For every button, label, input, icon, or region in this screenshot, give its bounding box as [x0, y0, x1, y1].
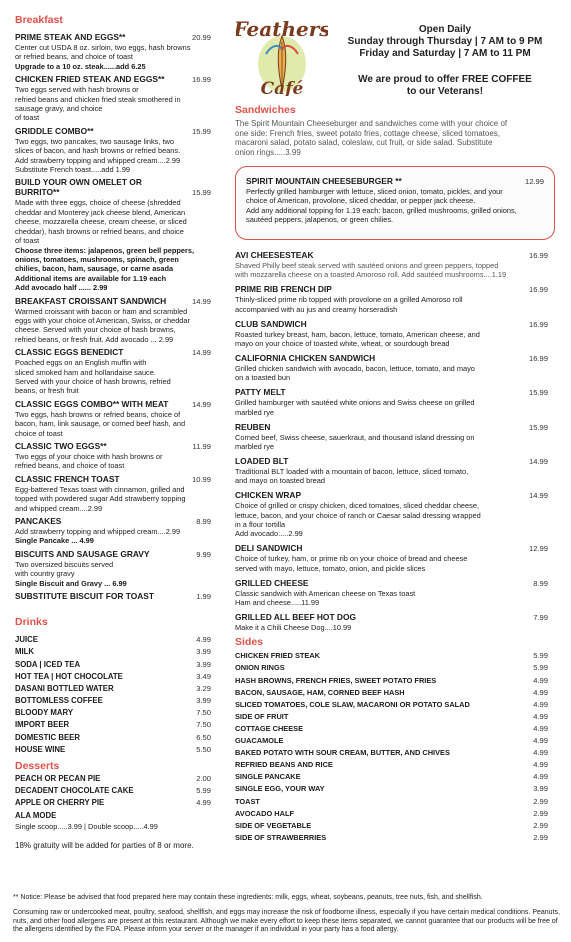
sandwich-item-description: on a toasted bun	[235, 373, 291, 383]
sandwich-item-description: mayo on your choice of toasted white, wheat, or sourdough bread	[235, 339, 450, 349]
side-name: REFRIED BEANS AND RICE	[235, 760, 333, 770]
breakfast-item-description: topped with powdered sugar Add strawberry topping	[15, 494, 186, 504]
breakfast-item-description: cheese, mozzarella cheese, cream cheese, or sliced	[15, 217, 187, 227]
svg-text:Café: Café	[260, 79, 304, 96]
drinks-list	[15, 634, 211, 756]
right-column	[235, 104, 548, 157]
sandwiches-heading: Sandwiches	[235, 104, 296, 116]
sandwich-item-price: 12.99	[528, 544, 548, 554]
breakfast-item-price: 16.99	[191, 75, 211, 85]
breakfast-item-name: BISCUITS AND SAUSAGE GRAVY	[15, 548, 150, 559]
sandwich-item-row	[235, 250, 548, 261]
breakfast-item-description: cheese. Served with your choice of hash browns,	[15, 325, 176, 335]
side-name: SLICED TOMATOES, COLE SLAW, MACARONI OR POTATO SALAD	[235, 699, 470, 709]
breakfast-item	[15, 126, 211, 175]
breakfast-item-price: 14.99	[191, 296, 211, 306]
featured-price: 12.99	[524, 177, 544, 186]
drink-name: HOT TEA | HOT CHOCOLATE	[15, 671, 123, 681]
sandwich-item-description: Classic sandwich with American cheese on Texas toast	[235, 588, 416, 598]
breakfast-item-price: 20.99	[191, 33, 211, 42]
breakfast-item-description: Two eggs, two pancakes, two sausage links, two	[15, 136, 174, 146]
dessert-row	[15, 773, 211, 785]
side-price: 4.99	[533, 748, 548, 758]
drink-price: 7.50	[196, 708, 211, 718]
breakfast-item-name: CLASSIC TWO EGGS**	[15, 441, 107, 451]
side-row	[235, 650, 548, 662]
breakfast-item-price: 1.99	[196, 592, 211, 602]
allergen-notice: ** Notice: Please be advised that food prepared here may contain these ingredients: milk, eggs, wheat, soybeans, peanuts, tree nuts, fish, and shellfish.	[13, 894, 483, 901]
sandwich-item-description: and mayo on toasted bread	[235, 476, 325, 486]
side-name: SIDE OF STRAWBERRIES	[235, 832, 327, 842]
breakfast-item-description: beans, or fresh fruit	[15, 386, 79, 396]
breakfast-item-description: Center cut USDA 8 oz. sirloin, two eggs, hash browns	[15, 43, 191, 52]
sandwich-item-description: lettuce, bacon, and your choice of ranch or Caesar salad dressing wrapped	[235, 510, 481, 520]
side-price: 4.99	[533, 760, 548, 770]
side-price: 4.99	[533, 699, 548, 709]
featured-name: SPIRIT MOUNTAIN CHEESEBURGER **	[246, 176, 402, 186]
breakfast-item-description: Egg-battered Texas toast with cinnamon, grilled and	[15, 484, 185, 494]
sandwich-item-price: 8.99	[533, 578, 548, 588]
side-price: 4.99	[533, 687, 548, 697]
sandwich-item-name: GRILLED CHEESE	[235, 577, 309, 588]
sandwich-item	[235, 422, 548, 452]
side-row	[235, 735, 548, 747]
sandwiches-intro	[235, 119, 548, 157]
drink-row	[15, 695, 211, 707]
breakfast-item	[15, 516, 211, 546]
drink-row	[15, 683, 211, 695]
side-price: 2.99	[533, 796, 548, 806]
side-row	[235, 771, 548, 783]
open-daily: Open Daily	[418, 24, 472, 35]
breakfast-item-description: or refried beans, and choice of toast	[15, 52, 133, 62]
drink-price: 3.99	[196, 659, 211, 669]
side-price: 4.99	[533, 736, 548, 746]
side-name: HASH BROWNS, FRENCH FRIES, SWEET POTATO FRIES	[235, 675, 437, 685]
sandwich-item-description: marbled rye	[235, 441, 275, 451]
sandwich-item-description: Choice of turkey, ham, or prime rib on your choice of bread and cheese	[235, 554, 468, 564]
drink-name: JUICE	[15, 635, 38, 645]
breakfast-item-row	[15, 549, 211, 560]
drink-price: 5.50	[196, 744, 211, 754]
drink-row	[15, 646, 211, 658]
sandwich-list-col	[235, 250, 548, 844]
breakfast-item-description: cheddar), hash browns or refried beans, and choice	[15, 226, 184, 236]
drink-name: IMPORT BEER	[15, 720, 70, 730]
sandwich-item-description: Make it a Chili Cheese Dog....10.99	[235, 622, 352, 632]
sandwich-item-description: with mozzarella cheese on a toasted Amoroso roll. Add sautéed mushrooms....1.19	[235, 270, 507, 280]
sandwich-item-description: Shaved Philly beef steak served with sautéed onions and green peppers, topped	[235, 261, 499, 270]
side-row	[235, 662, 548, 674]
sandwich-item-description: Add avocado.....2.99	[235, 529, 303, 539]
drink-row	[15, 732, 211, 744]
breakfast-item	[15, 177, 211, 292]
breakfast-item-description: Warmed croissant with bacon or ham and scrambled	[15, 306, 188, 316]
dessert-row	[15, 785, 211, 797]
drink-price: 3.99	[196, 647, 211, 657]
breakfast-item-option: Single Pancake ... 4.99	[15, 536, 94, 546]
side-row	[235, 808, 548, 820]
side-name: ONION RINGS	[235, 663, 285, 673]
dessert-row	[15, 797, 211, 809]
consumer-advisory: Consuming raw or undercooked meat, poultry, seafood, shellfish, and eggs may increase the risk of foodborne illness, especially if you have certain medical conditions. Peanuts, nuts, and other food allergens are present at this restaurant. Although we make every effort to keep these items separated, we cannot guarantee that our products will be free of the allergens identified by the FDA. Please inform your server or the manager if an individual in your party has a food allergy.	[13, 909, 560, 934]
sandwich-item-description: accompanied with au jus and creamy horseradish	[235, 304, 398, 314]
side-name: SIDE OF FRUIT	[235, 711, 289, 721]
drink-row	[15, 658, 211, 670]
side-row	[235, 675, 548, 687]
breakfast-item-description: eggs with your choice of American, Swiss, or cheddar	[15, 315, 190, 325]
sides-heading: Sides	[235, 636, 264, 649]
sandwich-item-price: 16.99	[528, 353, 548, 363]
side-row	[235, 832, 548, 844]
sandwich-item-row	[235, 612, 548, 623]
desserts-list	[15, 773, 211, 822]
breakfast-item-description: bacon, ham, link sausage, or corned beef hash, and	[15, 419, 186, 429]
sandwich-item	[235, 612, 548, 632]
side-row	[235, 699, 548, 711]
sandwich-item	[235, 319, 548, 349]
side-price: 3.99	[533, 784, 548, 794]
side-row	[235, 687, 548, 699]
side-price: 2.99	[533, 832, 548, 842]
breakfast-item-name: PRIME STEAK AND EGGS**	[15, 32, 126, 42]
sandwich-item-row	[235, 422, 548, 433]
side-name: BACON, SAUSAGE, HAM, CORNED BEEF HASH	[235, 687, 405, 697]
breakfast-item	[15, 347, 211, 396]
sandwich-item-description: marbled rye	[235, 407, 275, 417]
sandwich-item-description: Roasted turkey breast, ham, bacon, lettuce, tomato, American cheese, and	[235, 329, 480, 339]
sandwich-item-name: PATTY MELT	[235, 387, 286, 398]
sandwich-item-row	[235, 353, 548, 364]
intro-line: onion rings.....3.99	[235, 147, 301, 157]
side-price: 4.99	[533, 772, 548, 782]
dessert-name: APPLE OR CHERRY PIE	[15, 798, 105, 808]
breakfast-item-row	[15, 516, 211, 527]
sandwich-item-price: 16.99	[528, 285, 548, 295]
featured-line: Add any additional topping for 1.19 each: bacon, grilled mushrooms, grilled onions,	[246, 205, 517, 215]
side-name: SINGLE PANCAKE	[235, 772, 301, 782]
sandwich-item-description: Corned beef, Swiss cheese, sauerkraut, and thousand island dressing on	[235, 432, 475, 442]
breakfast-item-option: Single Biscuit and Gravy ... 6.99	[15, 578, 127, 588]
featured-cheeseburger	[235, 166, 555, 240]
breakfast-item-name: CHICKEN FRIED STEAK AND EGGS**	[15, 74, 165, 85]
dessert-name: DECADENT CHOCOLATE CAKE	[15, 786, 134, 796]
breakfast-item-name-cont: BURRITO**	[15, 187, 60, 198]
breakfast-item-option: Choose three items: jalapenos, green bell peppers,	[15, 245, 195, 255]
breakfast-item-description: Made with three eggs, choice of cheese (shredded	[15, 198, 181, 208]
featured-line: choice of American, provolone, sliced cheddar, or pepper jack cheese.	[246, 196, 476, 206]
side-row	[235, 723, 548, 735]
sandwich-item	[235, 578, 548, 608]
sandwich-item-description: served with mayo, lettuce, tomato, onion, and pickle slices	[235, 563, 426, 573]
sandwich-item-row	[235, 319, 548, 330]
dessert-price: 2.00	[196, 774, 211, 784]
hours-weekend: Friday and Saturday | 7 AM to 11 PM	[359, 48, 531, 60]
breakfast-item	[15, 296, 211, 345]
breakfast-item-row	[15, 474, 211, 485]
sandwich-item	[235, 353, 548, 383]
side-name: TOAST	[235, 796, 260, 806]
drink-row	[15, 744, 211, 756]
scoop-prices: Single scoop.....3.99 | Double scoop.....4.99	[15, 821, 158, 831]
veterans-coffee-line1: We are proud to offer FREE COFFEE	[358, 73, 532, 85]
side-row	[235, 747, 548, 759]
breakfast-item-description: of toast	[15, 113, 40, 123]
drink-name: MILK	[15, 647, 35, 657]
breakfast-heading: Breakfast	[15, 14, 63, 26]
side-name: SIDE OF VEGETABLE	[235, 820, 312, 830]
breakfast-item-option: Additional items are available for 1.19 each	[15, 273, 167, 283]
breakfast-item-description: refried beans, and choice of toast	[15, 461, 125, 471]
side-name: BAKED POTATO WITH SOUR CREAM, BUTTER, AND CHIVES	[235, 748, 450, 758]
breakfast-item-price: 15.99	[191, 188, 211, 198]
breakfast-item-price: 11.99	[192, 442, 211, 451]
drink-row	[15, 634, 211, 646]
breakfast-item-row	[15, 177, 211, 187]
sandwich-item	[235, 456, 548, 486]
side-name: GUACAMOLE	[235, 736, 284, 746]
breakfast-item-row	[15, 32, 211, 43]
breakfast-item-row	[15, 591, 211, 602]
drink-price: 6.50	[196, 732, 211, 742]
breakfast-item-option: Upgrade to a 10 oz. steak......add 6.25	[15, 61, 146, 71]
dessert-row	[15, 810, 211, 822]
breakfast-item-name: PANCAKES	[15, 516, 62, 527]
sandwich-item-row	[235, 490, 548, 501]
featured-line: Perfectly grilled hamburger with lettuce, sliced onion, tomato, pickles, and your	[246, 187, 503, 196]
breakfast-item-description: Two oversized biscuits served	[15, 559, 114, 569]
side-name: SINGLE EGG, YOUR WAY	[235, 784, 325, 794]
sandwich-item-price: 14.99	[528, 456, 548, 466]
sandwich-item-price: 16.99	[528, 251, 548, 260]
side-price: 2.99	[533, 820, 548, 830]
breakfast-item-name: CLASSIC EGGS BENEDICT	[15, 347, 124, 358]
sandwich-item-name: CHICKEN WRAP	[235, 490, 302, 501]
dessert-name: PEACH OR PECAN PIE	[15, 774, 101, 784]
breakfast-item	[15, 441, 211, 471]
breakfast-item-option: chilies, bacon, ham, sausage, or carne asada	[15, 264, 174, 274]
sandwich-item-name: AVI CHEESESTEAK	[235, 250, 314, 260]
side-name: COTTAGE CHEESE	[235, 723, 304, 733]
breakfast-item-description: with country gravy	[15, 569, 75, 579]
drink-name: BLOODY MARY	[15, 708, 74, 718]
breakfast-item-price: 14.99	[191, 348, 211, 358]
intro-line: one side: French fries, sweet potato fries, cottage cheese, sliced tomatoes,	[235, 128, 501, 138]
side-row	[235, 795, 548, 807]
drink-row	[15, 707, 211, 719]
side-price: 4.99	[533, 711, 548, 721]
breakfast-list	[15, 32, 211, 602]
breakfast-item	[15, 474, 211, 513]
intro-line: The Spirit Mountain Cheeseburger and sandwiches come with your choice of	[235, 119, 508, 128]
breakfast-item-description: Poached eggs on an English muffin with	[15, 358, 147, 368]
sandwich-item-row	[235, 578, 548, 589]
hours-header	[340, 24, 550, 98]
side-name: CHICKEN FRIED STEAK	[235, 651, 320, 661]
breakfast-item-description: Add strawberry topping and whipped cream....2.99	[15, 155, 181, 165]
featured-line: sautéed peppers, jalapenos, or green chilies.	[246, 215, 394, 225]
breakfast-item-description: Two eggs served with hash browns or	[15, 85, 139, 95]
side-price: 4.99	[533, 675, 548, 685]
breakfast-item-description: cheddar and Monterey jack cheese blend, American	[15, 207, 186, 217]
sandwich-item-name: LOADED BLT	[235, 455, 289, 466]
sandwich-item-row	[235, 284, 548, 295]
breakfast-item-price: 9.99	[196, 549, 211, 559]
breakfast-item-name: BUILD YOUR OWN OMELET OR	[15, 177, 142, 188]
drink-name: BOTTOMLESS COFFEE	[15, 696, 103, 706]
drink-row	[15, 671, 211, 683]
breakfast-item	[15, 32, 211, 71]
breakfast-item-description: refried beans, or fresh fruit. Add avocado ... 2.99	[15, 334, 174, 344]
sandwich-item-description: Choice of grilled or crispy chicken, diced tomatoes, sliced cheddar cheese,	[235, 501, 480, 511]
side-row	[235, 759, 548, 771]
drink-price: 4.99	[196, 635, 211, 645]
hours-weekday: Sunday through Thursday | 7 AM to 9 PM	[347, 36, 543, 48]
sandwich-item-name: CALIFORNIA CHICKEN SANDWICH	[235, 352, 376, 363]
gratuity-note: 18% gratuity will be added for parties of 8 or more.	[15, 841, 194, 851]
featured-description	[246, 187, 544, 225]
side-name: AVOCADO HALF	[235, 808, 294, 818]
sandwich-item-name: GRILLED ALL BEEF HOT DOG	[235, 611, 356, 622]
dessert-name: ALA MODE	[15, 810, 57, 820]
breakfast-item-description: of toast	[15, 236, 40, 246]
breakfast-item-description: Two eggs of your choice with hash browns or	[15, 452, 163, 461]
breakfast-item-description: choice of toast	[15, 428, 63, 438]
side-row	[235, 711, 548, 723]
drink-name: SODA | ICED TEA	[15, 659, 81, 669]
drink-price: 3.29	[196, 683, 211, 693]
breakfast-item-description: Add strawberry topping and whipped cream....2.99	[15, 527, 181, 537]
breakfast-item	[15, 399, 211, 438]
breakfast-item-name: CLASSIC EGGS COMBO** WITH MEAT	[15, 398, 169, 409]
breakfast-item-row	[15, 441, 211, 452]
breakfast-item-price: 15.99	[191, 126, 211, 136]
breakfast-item-row	[15, 296, 211, 307]
breakfast-item	[15, 74, 211, 123]
dessert-price: 4.99	[196, 798, 211, 808]
sandwich-item-price: 15.99	[528, 422, 548, 432]
drink-price: 3.99	[196, 696, 211, 706]
desserts-heading: Desserts	[15, 759, 60, 772]
svg-text:Feathers: Feathers	[236, 17, 328, 41]
sandwich-item-description: Thinly-sliced prime rib topped with provolone on a grilled Amoroso roll	[235, 295, 463, 305]
sandwich-item-name: PRIME RIB FRENCH DIP	[235, 284, 332, 295]
breakfast-item-description: refried beans and chicken fried steak smothered in	[15, 94, 181, 104]
drink-name: HOUSE WINE	[15, 744, 66, 754]
sandwich-item-price: 16.99	[528, 319, 548, 329]
drink-name: DASANI BOTTLED WATER	[15, 683, 114, 693]
sandwich-item	[235, 490, 548, 539]
sandwich-item-row	[235, 456, 548, 467]
sandwich-item	[235, 543, 548, 573]
breakfast-item	[15, 549, 211, 588]
veterans-coffee-line2: to our Veterans!	[406, 85, 484, 97]
left-column	[15, 14, 211, 851]
breakfast-item-price: 10.99	[191, 474, 211, 484]
sandwich-item-description: Ham and cheese.....11.99	[235, 598, 320, 608]
drink-price: 7.50	[196, 720, 211, 730]
breakfast-item-name: GRIDDLE COMBO**	[15, 125, 94, 136]
side-price: 4.99	[533, 723, 548, 733]
sandwich-item-row	[235, 387, 548, 398]
sandwich-item	[235, 250, 548, 280]
breakfast-item-description: Two eggs, hash browns or refried beans, choice of	[15, 409, 181, 419]
drink-price: 3.49	[196, 671, 211, 681]
breakfast-item-row	[15, 187, 211, 198]
breakfast-item-description: slices of bacon, and hash browns or refried beans.	[15, 146, 181, 156]
drink-name: DOMESTIC BEER	[15, 732, 80, 742]
sandwich-item-price: 14.99	[528, 491, 548, 501]
sandwich-item-description: Grilled chicken sandwich with avocado, bacon, lettuce, tomato, and mayo	[235, 363, 475, 373]
side-row	[235, 783, 548, 795]
breakfast-item-description: and whipped cream....2.99	[15, 503, 103, 513]
drink-row	[15, 719, 211, 731]
breakfast-item-price: 14.99	[191, 399, 211, 409]
sandwich-item	[235, 387, 548, 417]
sides-list	[235, 650, 548, 844]
sandwich-item-row	[235, 543, 548, 554]
side-price: 5.99	[533, 651, 548, 661]
side-price: 2.99	[533, 808, 548, 818]
sandwich-item-name: CLUB SANDWICH	[235, 318, 307, 329]
breakfast-item-name: CLASSIC FRENCH TOAST	[15, 473, 120, 484]
breakfast-item-option: onions, tomatoes, mushrooms, spinach, green	[15, 254, 179, 264]
sandwich-list	[235, 250, 548, 632]
sandwich-item-name: DELI SANDWICH	[235, 543, 303, 554]
sandwich-item-description: in a flour tortilla	[235, 520, 286, 529]
breakfast-item-description: Substitute French toast.....add 1.99	[15, 165, 131, 175]
breakfast-item-row	[15, 126, 211, 137]
side-row	[235, 820, 548, 832]
breakfast-item-row	[15, 74, 211, 85]
breakfast-item-description: sausage gravy, and choice	[15, 104, 103, 114]
drinks-heading: Drinks	[15, 616, 48, 629]
breakfast-item-row	[15, 347, 211, 358]
breakfast-item-option: Add avocado half ...... 2.99	[15, 283, 108, 293]
side-price: 5.99	[533, 663, 548, 673]
sandwich-item-price: 7.99	[533, 612, 548, 622]
breakfast-item	[15, 591, 211, 602]
sandwich-item-name: REUBEN	[235, 421, 271, 432]
feathers-cafe-logo	[236, 14, 328, 96]
breakfast-item-name: BREAKFAST CROISSANT SANDWICH	[15, 295, 167, 306]
breakfast-item-price: 8.99	[196, 517, 211, 527]
breakfast-item-name: SUBSTITUTE BISCUIT FOR TOAST	[15, 591, 154, 602]
dessert-price: 5.99	[196, 786, 211, 796]
breakfast-item-description: Served with your choice of hash browns, refried	[15, 376, 171, 386]
breakfast-item-row	[15, 399, 211, 410]
intro-line: macaroni salad, potato salad, coleslaw, cut fruit, or side salad. Substitute	[235, 138, 493, 148]
sandwich-item-description: Traditional BLT loaded with a mountain of bacon, lettuce, sliced tomato,	[235, 466, 469, 476]
sandwich-item-price: 15.99	[528, 388, 548, 398]
breakfast-item-description: sliced smoked ham and hollandaise sauce.	[15, 367, 156, 377]
sandwich-item	[235, 284, 548, 314]
sandwich-item-description: Grilled hamburger with sautéed white onions and Swiss cheese on grilled	[235, 398, 475, 408]
